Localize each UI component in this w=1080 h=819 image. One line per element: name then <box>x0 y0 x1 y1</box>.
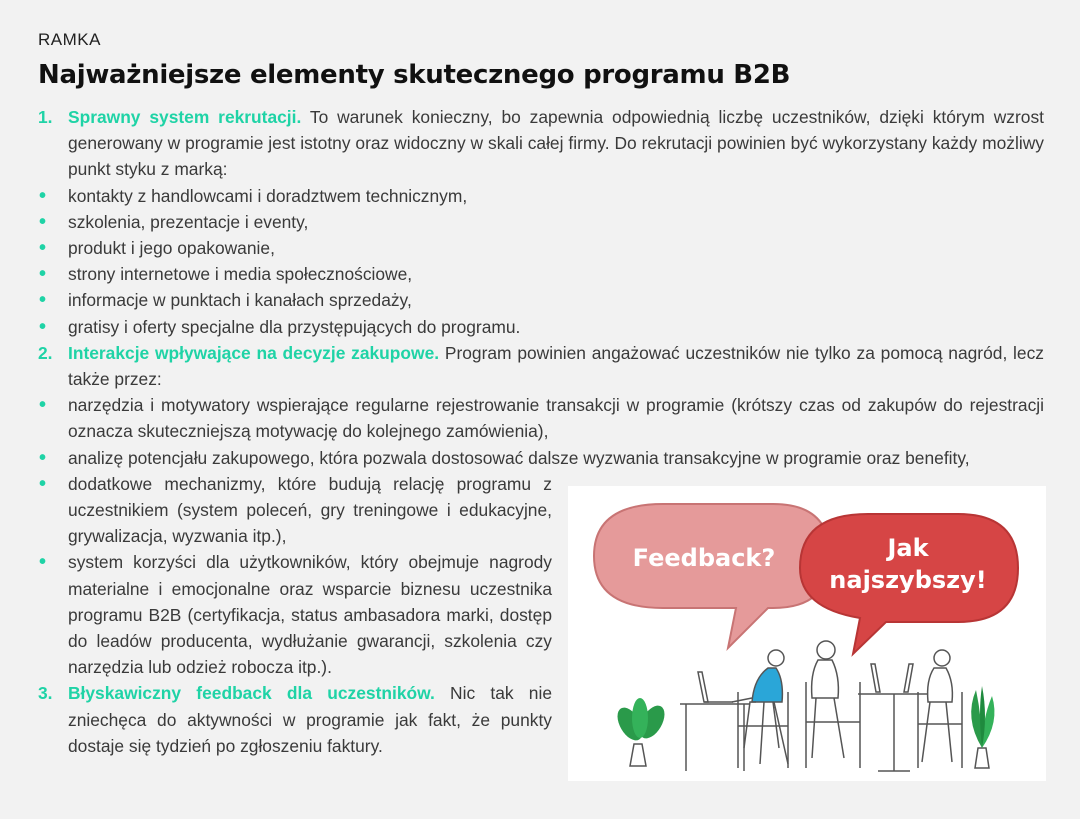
bubble-left-text: Feedback? <box>632 544 776 572</box>
bullet-icon: • <box>39 472 47 495</box>
item-text: Program powinien angażować uczestników nie tylko za pomocą nagród, lecz także przez: <box>68 342 1044 390</box>
bullet-icon: • <box>39 446 47 469</box>
feedback-illustration <box>568 486 1046 781</box>
bullet-icon: • <box>39 263 47 286</box>
desk-left <box>680 672 750 771</box>
list-item <box>38 471 552 550</box>
list-item-text: system korzyści dla użytkowników, który obejmuje nagrody materialne i emocjonalne oraz wsparcie biznesu uczestnika programu B2B (certyfikacja, status ambasadora marki, dostęp do leadów producenta, wydłużanie gwarancji, szkolenia czy narzędzia lub odzież robocza itp.). <box>68 552 552 678</box>
item-text: To warunek konieczny, bo zapewnia odpowiednią liczbę uczestników, dzięki którym wzrost generowany w programie jest istotny oraz widoczny w skali całej firmy. Do rekrutacji powinien być wykorzystany każdy możliwy punkt styku z marką: <box>68 107 1044 180</box>
plant-left-icon <box>612 698 669 766</box>
bullet-icon: • <box>39 551 47 574</box>
numbered-item-3 <box>38 680 552 759</box>
bullet-icon: • <box>39 315 47 338</box>
bubble-right-line2: najszybszy! <box>829 566 987 594</box>
bullet-icon: • <box>39 184 47 207</box>
list-item <box>38 235 1044 261</box>
item-number: 2. <box>38 342 53 363</box>
list-item-text: produkt i jego opakowanie, <box>68 238 275 259</box>
list-item-text: informacje w punktach i kanałach sprzedaży, <box>68 290 412 311</box>
numbered-item-2 <box>38 340 1044 392</box>
bullet-icon: • <box>39 237 47 260</box>
list-item <box>38 549 552 680</box>
numbered-item-1 <box>38 104 1044 183</box>
page-title: Najważniejsze elementy skutecznego programu B2B <box>38 60 791 90</box>
person-blue-icon <box>732 650 788 768</box>
list-item <box>38 445 1044 471</box>
list-item <box>38 261 1044 287</box>
item-text: Nic tak nie zniechęca do aktywności w programie jak fakt, że punkty dostaje się tydzień po zgłoszeniu faktury. <box>68 683 552 756</box>
illustration-svg <box>568 486 1046 781</box>
kicker-label: RAMKA <box>38 30 101 49</box>
list-item-text: kontakty z handlowcami i doradztwem technicznym, <box>68 185 468 206</box>
list-item <box>38 392 1044 444</box>
bullet-icon: • <box>39 394 47 417</box>
item-number: 3. <box>38 683 53 704</box>
bullet-icon: • <box>39 289 47 312</box>
list-item-text: szkolenia, prezentacje i eventy, <box>68 211 309 232</box>
list-item-text: analizę potencjału zakupowego, która pozwala dostosować dalsze wyzwania transakcyjne w programie oraz benefity, <box>68 447 970 468</box>
item-number: 1. <box>38 107 53 127</box>
list-item-text: dodatkowe mechanizmy, które budują relację programu z uczestnikiem (system poleceń, gry treningowe i edukacyjne, grywalizacja, wyzwania itp.), <box>68 473 552 547</box>
bubble-right-line1: Jak <box>887 534 929 562</box>
bullet-icon: • <box>39 210 47 233</box>
item-lead: Interakcje wpływające na decyzje zakupowe. <box>68 342 440 363</box>
list-item-text: strony internetowe i media społecznościowe, <box>68 264 413 285</box>
desk-right <box>858 664 930 771</box>
person-right-icon <box>918 650 962 768</box>
list-item <box>38 287 1044 313</box>
speech-bubble-left <box>594 504 830 648</box>
list-item-text: narzędzia i motywatory wspierające regularne rejestrowanie transakcji w programie (krótszy czas od zakupów do rejestracji oznacza skuteczniejszą motywację do kolejnego zamówienia), <box>68 395 1044 442</box>
list-item-text: gratisy i oferty specjalne dla przystępujących do programu. <box>68 316 521 337</box>
list-item <box>38 314 1044 340</box>
item-lead: Sprawny system rekrutacji. <box>68 107 302 127</box>
plant-right-icon <box>971 686 994 768</box>
list-item <box>38 183 1044 209</box>
item-lead: Błyskawiczny feedback dla uczestników. <box>68 683 435 704</box>
list-item <box>38 209 1044 235</box>
person-seated-icon <box>806 641 860 768</box>
